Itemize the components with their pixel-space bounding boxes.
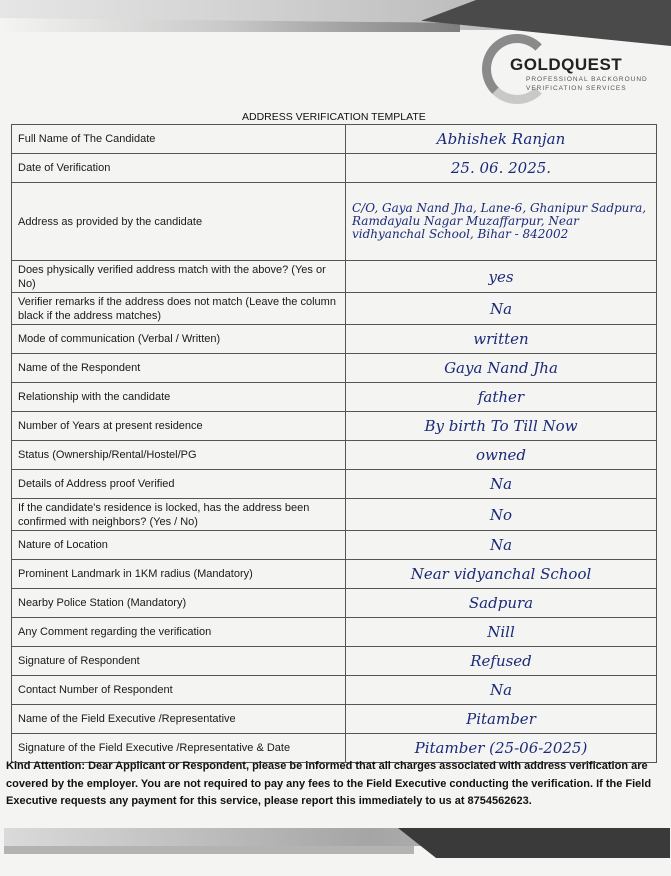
field-value: C/O, Gaya Nand Jha, Lane-6, Ghanipur Sadpura, Ramdayalu Nagar Muzaffarpur, Near vidhyanchal School, Bihar - 842002 xyxy=(346,183,657,261)
table-row xyxy=(12,499,657,531)
field-label: Signature of the Field Executive /Representative & Date xyxy=(12,734,346,763)
logo-tagline-1: PROFESSIONAL BACKGROUND xyxy=(526,76,648,83)
field-label: Nature of Location xyxy=(12,531,346,560)
table-row xyxy=(12,383,657,412)
table-row xyxy=(12,470,657,499)
kind-attention-notice: Kind Attention: Dear Applicant or Respondent, please be informed that all charges associated with address verification are covered by the employer. You are not required to pay any fees to the Field Executive conducting the verification. If the Field Executive requests any payment for this service, please report this immediately to us at 8754562623. xyxy=(6,760,652,807)
field-value: yes xyxy=(346,261,657,293)
field-value: Na xyxy=(346,470,657,499)
field-label: Details of Address proof Verified xyxy=(12,470,346,499)
field-label: Name of the Respondent xyxy=(12,354,346,383)
table-row xyxy=(12,531,657,560)
field-value: Pitamber (25-06-2025) xyxy=(346,734,657,763)
table-row xyxy=(12,441,657,470)
company-logo xyxy=(474,30,648,112)
field-value: Na xyxy=(346,531,657,560)
field-label: Signature of Respondent xyxy=(12,647,346,676)
field-value: Na xyxy=(346,676,657,705)
table-row xyxy=(12,261,657,293)
field-label: Relationship with the candidate xyxy=(12,383,346,412)
table-row xyxy=(12,154,657,183)
field-value: Pitamber xyxy=(346,705,657,734)
table-row xyxy=(12,589,657,618)
field-value: Near vidyanchal School xyxy=(346,560,657,589)
field-label: Prominent Landmark in 1KM radius (Mandatory) xyxy=(12,560,346,589)
field-label: Does physically verified address match with the above? (Yes or No) xyxy=(12,261,346,293)
field-label: Verifier remarks if the address does not match (Leave the column black if the address matches) xyxy=(12,293,346,325)
field-value: Abhishek Ranjan xyxy=(346,125,657,154)
field-value: owned xyxy=(346,441,657,470)
field-value: No xyxy=(346,499,657,531)
field-label: If the candidate's residence is locked, has the address been confirmed with neighbors? (Yes / No) xyxy=(12,499,346,531)
field-label: Date of Verification xyxy=(12,154,346,183)
table-row xyxy=(12,125,657,154)
field-value: Gaya Nand Jha xyxy=(346,354,657,383)
table-row xyxy=(12,705,657,734)
field-value: Na xyxy=(346,293,657,325)
logo-tagline-2: VERIFICATION SERVICES xyxy=(526,85,627,92)
field-label: Number of Years at present residence xyxy=(12,412,346,441)
logo-tagline xyxy=(526,75,648,93)
field-label: Full Name of The Candidate xyxy=(12,125,346,154)
field-label: Status (Ownership/Rental/Hostel/PG xyxy=(12,441,346,470)
field-label: Address as provided by the candidate xyxy=(12,183,346,261)
table-row xyxy=(12,293,657,325)
field-label: Any Comment regarding the verification xyxy=(12,618,346,647)
field-value: father xyxy=(346,383,657,412)
field-value: written xyxy=(346,325,657,354)
field-value: 25. 06. 2025. xyxy=(346,154,657,183)
footer-stripe xyxy=(4,846,414,854)
table-row xyxy=(12,647,657,676)
field-label: Nearby Police Station (Mandatory) xyxy=(12,589,346,618)
verification-table xyxy=(11,124,657,763)
table-row xyxy=(12,354,657,383)
table-row xyxy=(12,412,657,441)
logo-brand: GOLDQUEST xyxy=(510,55,623,74)
footer-dark-corner xyxy=(398,828,670,858)
field-label: Name of the Field Executive /Representative xyxy=(12,705,346,734)
field-value: Sadpura xyxy=(346,589,657,618)
table-row xyxy=(12,676,657,705)
field-value: By birth To Till Now xyxy=(346,412,657,441)
field-label: Contact Number of Respondent xyxy=(12,676,346,705)
template-title: ADDRESS VERIFICATION TEMPLATE xyxy=(242,111,426,123)
table-row xyxy=(12,560,657,589)
field-value: Refused xyxy=(346,647,657,676)
table-row xyxy=(12,618,657,647)
table-row xyxy=(12,183,657,261)
field-value: Nill xyxy=(346,618,657,647)
table-row xyxy=(12,325,657,354)
field-label: Mode of communication (Verbal / Written) xyxy=(12,325,346,354)
